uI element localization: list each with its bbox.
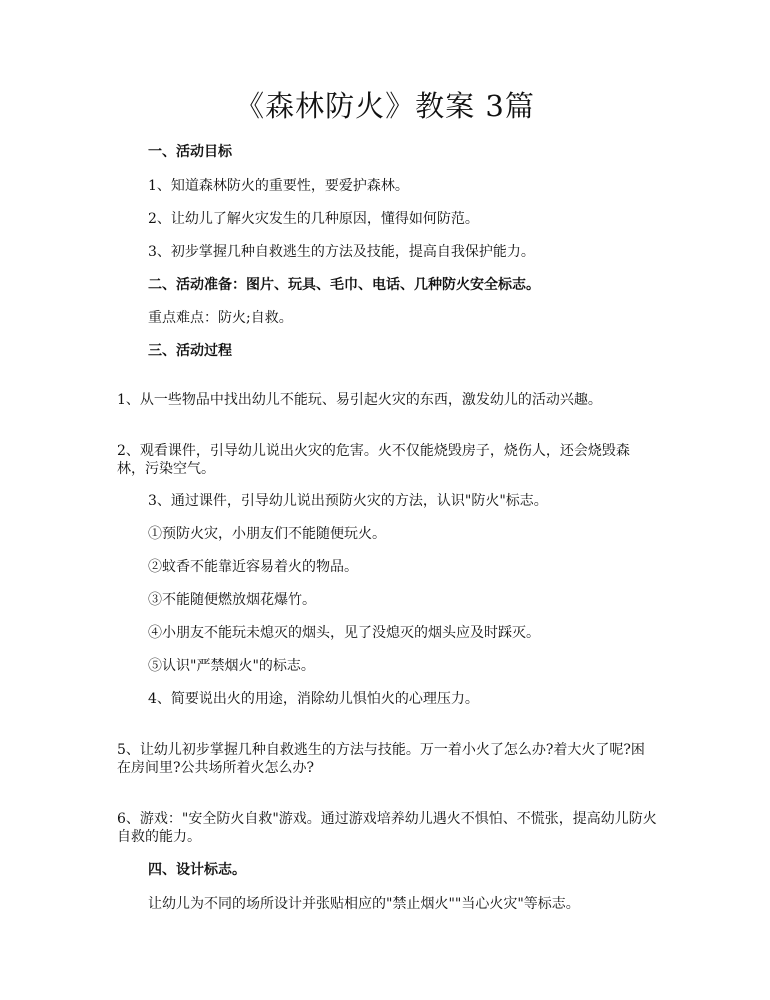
prevention-item-5: ⑤认识"严禁烟火"的标志。	[148, 658, 315, 674]
section-heading-process: 三、活动过程	[148, 343, 232, 359]
process-step-6: 6、游戏："安全防火自救"游戏。通过游戏培养幼儿遇火不惧怕、不慌张，提高幼儿防火自救的能力。	[117, 811, 657, 845]
key-points: 重点难点：防火;自救。	[148, 310, 293, 326]
section-heading-preparation: 二、活动准备：图片、玩具、毛巾、电话、几种防火安全标志。	[148, 277, 540, 293]
goal-item-2: 2、让幼儿了解火灾发生的几种原因，懂得如何防范。	[148, 211, 479, 227]
process-step-1: 1、从一些物品中找出幼儿不能玩、易引起火灾的东西，激发幼儿的活动兴趣。	[117, 392, 602, 408]
prevention-item-1: ①预防火灾，小朋友们不能随便玩火。	[148, 526, 386, 542]
goal-item-3: 3、初步掌握几种自救逃生的方法及技能，提高自我保护能力。	[148, 244, 535, 260]
process-step-3: 3、通过课件，引导幼儿说出预防火灾的方法，认识"防火"标志。	[148, 493, 548, 509]
design-text: 让幼儿为不同的场所设计并张贴相应的"禁止烟火""当心火灾"等标志。	[148, 896, 580, 912]
process-step-5: 5、让幼儿初步掌握几种自救逃生的方法与技能。万一着小火了怎么办?着大火了呢?困在房间里?公共场所着火怎么办?	[117, 742, 645, 776]
goal-item-1: 1、知道森林防火的重要性，要爱护森林。	[148, 178, 409, 194]
document-title: 《森林防火》教案 3篇	[235, 89, 535, 123]
process-step-4: 4、简要说出火的用途，消除幼儿惧怕火的心理压力。	[148, 691, 479, 707]
section-heading-goals: 一、活动目标	[148, 144, 232, 160]
process-step-2: 2、观看课件，引导幼儿说出火灾的危害。火不仅能烧毁房子，烧伤人，还会烧毁森林，污染空气。	[117, 443, 630, 477]
prevention-item-2: ②蚊香不能靠近容易着火的物品。	[148, 559, 358, 575]
prevention-item-4: ④小朋友不能玩未熄灭的烟头，见了没熄灭的烟头应及时踩灭。	[148, 625, 540, 641]
prevention-item-3: ③不能随便燃放烟花爆竹。	[148, 592, 316, 608]
section-heading-design: 四、设计标志。	[148, 862, 246, 878]
